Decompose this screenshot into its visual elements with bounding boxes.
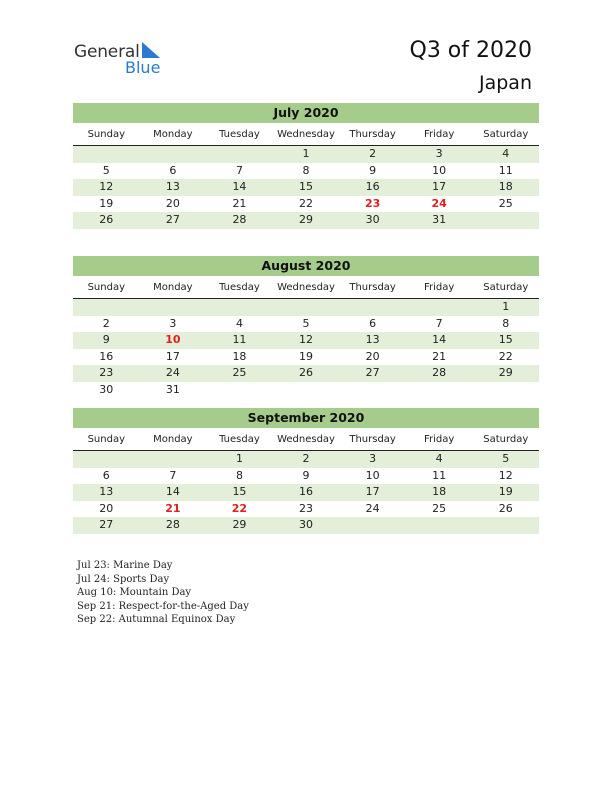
weekday-label: Friday (424, 129, 455, 140)
month-title: July 2020 (73, 103, 539, 123)
week-row (73, 146, 539, 163)
weekday-label: Saturday (483, 129, 529, 140)
date-cell: 25 (498, 196, 513, 210)
date-cell: 1 (235, 452, 243, 465)
date-cell: 7 (435, 316, 443, 330)
empty-date-cell (73, 451, 140, 468)
week-row (73, 332, 539, 349)
date-cell: 22 (498, 349, 513, 363)
date-cell: 1 (502, 300, 510, 313)
date-cell: 6 (102, 468, 110, 482)
weekday-label: Saturday (483, 434, 529, 445)
date-cell: 5 (302, 316, 310, 330)
holiday-date-cell: 21 (165, 501, 181, 515)
date-cell: 30 (99, 382, 114, 396)
date-cell: 3 (169, 316, 177, 330)
weekday-label: Tuesday (219, 129, 260, 140)
page-subtitle: Japan (479, 72, 532, 94)
date-cell: 26 (498, 501, 513, 515)
date-cell: 31 (165, 382, 180, 396)
date-cell: 3 (369, 452, 377, 465)
date-cell: 16 (99, 349, 114, 363)
date-cell: 19 (99, 196, 114, 210)
month-calendar-july (73, 103, 539, 229)
date-cell: 15 (232, 485, 247, 498)
date-cell: 28 (432, 366, 447, 379)
weekday-label: Thursday (349, 129, 396, 140)
date-cell: 14 (432, 333, 447, 346)
empty-date-cell (273, 382, 340, 399)
date-cell: 15 (299, 180, 314, 193)
date-cell: 14 (232, 180, 247, 193)
date-cell: 2 (102, 316, 110, 330)
date-cell: 26 (99, 213, 114, 226)
holiday-item: Sep 21: Respect-for-the-Aged Day (77, 600, 249, 612)
empty-date-cell (140, 299, 207, 316)
date-cell: 28 (165, 518, 180, 531)
date-cell: 25 (432, 501, 447, 515)
date-cell: 12 (99, 180, 114, 193)
week-row (73, 299, 539, 316)
empty-date-cell (206, 299, 273, 316)
date-cell: 23 (99, 366, 114, 379)
date-cell: 20 (165, 196, 180, 210)
week-row (73, 179, 539, 196)
empty-date-cell (273, 299, 340, 316)
date-cell: 9 (302, 468, 310, 482)
date-cell: 8 (235, 468, 243, 482)
holiday-item: Aug 10: Mountain Day (77, 587, 192, 599)
date-cell: 10 (432, 163, 447, 177)
week-row (73, 517, 539, 534)
date-cell: 10 (365, 468, 380, 482)
date-cell: 29 (498, 366, 513, 379)
date-cell: 18 (432, 485, 447, 498)
date-cell: 17 (165, 349, 180, 363)
date-cell: 17 (365, 485, 380, 498)
weekday-label: Thursday (349, 282, 396, 293)
empty-date-cell (140, 451, 207, 468)
weekday-label: Wednesday (277, 129, 335, 140)
logo-flag-icon (140, 42, 162, 58)
generalblue-logo (74, 42, 184, 78)
date-cell: 5 (102, 163, 110, 177)
empty-date-cell (339, 382, 406, 399)
date-cell: 6 (369, 316, 377, 330)
weekday-label: Sunday (87, 282, 125, 293)
date-cell: 21 (232, 196, 247, 210)
date-cell: 9 (102, 333, 110, 346)
date-cell: 14 (165, 485, 180, 498)
weekday-label: Sunday (87, 434, 125, 445)
date-cell: 27 (365, 366, 380, 379)
weekday-label: Wednesday (277, 434, 335, 445)
empty-date-cell (339, 299, 406, 316)
date-cell: 24 (365, 501, 380, 515)
week-row (73, 212, 539, 229)
date-cell: 18 (498, 180, 513, 193)
date-cell: 24 (165, 366, 180, 379)
date-cell: 13 (99, 485, 114, 498)
empty-date-cell (406, 517, 473, 534)
weekday-label: Friday (424, 282, 455, 293)
weekday-header-row (73, 127, 539, 146)
week-row (73, 468, 539, 485)
week-row (73, 196, 539, 213)
holiday-date-cell: 22 (231, 501, 248, 515)
holiday-date-cell: 23 (364, 196, 381, 210)
date-cell: 7 (235, 163, 243, 177)
date-cell: 20 (365, 349, 380, 363)
date-cell: 7 (169, 468, 177, 482)
date-cell: 8 (502, 316, 510, 330)
date-cell: 30 (299, 518, 314, 531)
empty-date-cell (472, 517, 539, 534)
date-cell: 12 (299, 333, 314, 346)
month-calendar-august (73, 256, 539, 398)
date-cell: 29 (299, 213, 314, 226)
date-cell: 1 (302, 147, 310, 160)
date-cell: 5 (502, 452, 510, 465)
week-row (73, 349, 539, 366)
date-cell: 15 (498, 333, 513, 346)
date-cell: 26 (299, 366, 314, 379)
week-row (73, 163, 539, 180)
holiday-item: Jul 24: Sports Day (77, 573, 170, 585)
date-cell: 27 (99, 518, 114, 531)
date-cell: 4 (235, 316, 243, 330)
empty-date-cell (406, 299, 473, 316)
empty-date-cell (73, 146, 140, 163)
date-cell: 8 (302, 163, 310, 177)
logo-word-blue: Blue (125, 58, 161, 77)
month-title: September 2020 (73, 408, 539, 428)
weekday-label: Friday (424, 434, 455, 445)
week-row (73, 382, 539, 399)
week-row (73, 365, 539, 382)
date-cell: 4 (435, 452, 443, 465)
week-row (73, 484, 539, 501)
month-title: August 2020 (73, 256, 539, 276)
date-cell: 13 (165, 180, 180, 193)
date-cell: 18 (232, 349, 247, 363)
empty-date-cell (472, 382, 539, 399)
date-cell: 19 (498, 485, 513, 498)
date-cell: 30 (365, 213, 380, 226)
date-cell: 22 (299, 196, 314, 210)
date-cell: 6 (169, 163, 177, 177)
holiday-date-cell: 10 (165, 333, 181, 346)
date-cell: 2 (302, 452, 310, 465)
date-cell: 29 (232, 518, 247, 531)
date-cell: 11 (432, 468, 447, 482)
date-cell: 25 (232, 366, 247, 379)
weekday-label: Monday (153, 282, 193, 293)
logo-word-general: General (74, 42, 140, 62)
date-cell: 20 (99, 501, 114, 515)
holiday-list (77, 559, 249, 627)
weekday-label: Tuesday (219, 434, 260, 445)
weekday-label: Wednesday (277, 282, 335, 293)
weekday-label: Thursday (349, 434, 396, 445)
date-cell: 27 (165, 213, 180, 226)
date-cell: 21 (432, 349, 447, 363)
date-cell: 28 (232, 213, 247, 226)
week-row (73, 501, 539, 518)
date-cell: 16 (299, 485, 314, 498)
week-row (73, 451, 539, 468)
empty-date-cell (339, 517, 406, 534)
weekday-label: Tuesday (219, 282, 260, 293)
date-cell: 11 (232, 333, 247, 346)
date-cell: 12 (498, 468, 513, 482)
weekday-header-row (73, 280, 539, 299)
month-calendar-september (73, 408, 539, 534)
holiday-item: Sep 22: Autumnal Equinox Day (77, 614, 236, 626)
empty-date-cell (73, 299, 140, 316)
empty-date-cell (140, 146, 207, 163)
weekday-label: Monday (153, 434, 193, 445)
page-title: Q3 of 2020 (409, 38, 532, 63)
date-cell: 11 (498, 163, 513, 177)
weekday-label: Sunday (87, 129, 125, 140)
date-cell: 17 (432, 180, 447, 193)
empty-date-cell (472, 212, 539, 229)
date-cell: 13 (365, 333, 380, 346)
date-cell: 23 (299, 501, 314, 515)
weekday-label: Saturday (483, 282, 529, 293)
date-cell: 3 (435, 147, 443, 160)
date-cell: 16 (365, 180, 380, 193)
date-cell: 31 (432, 213, 447, 226)
week-row (73, 316, 539, 333)
date-cell: 9 (369, 163, 377, 177)
holiday-date-cell: 24 (431, 196, 447, 210)
holiday-item: Jul 23: Marine Day (77, 560, 173, 571)
date-cell: 2 (369, 147, 377, 160)
empty-date-cell (206, 146, 273, 163)
empty-date-cell (406, 382, 473, 399)
weekday-header-row (73, 432, 539, 451)
date-cell: 4 (502, 147, 510, 160)
weekday-label: Monday (153, 129, 193, 140)
date-cell: 19 (299, 349, 314, 363)
empty-date-cell (206, 382, 273, 399)
